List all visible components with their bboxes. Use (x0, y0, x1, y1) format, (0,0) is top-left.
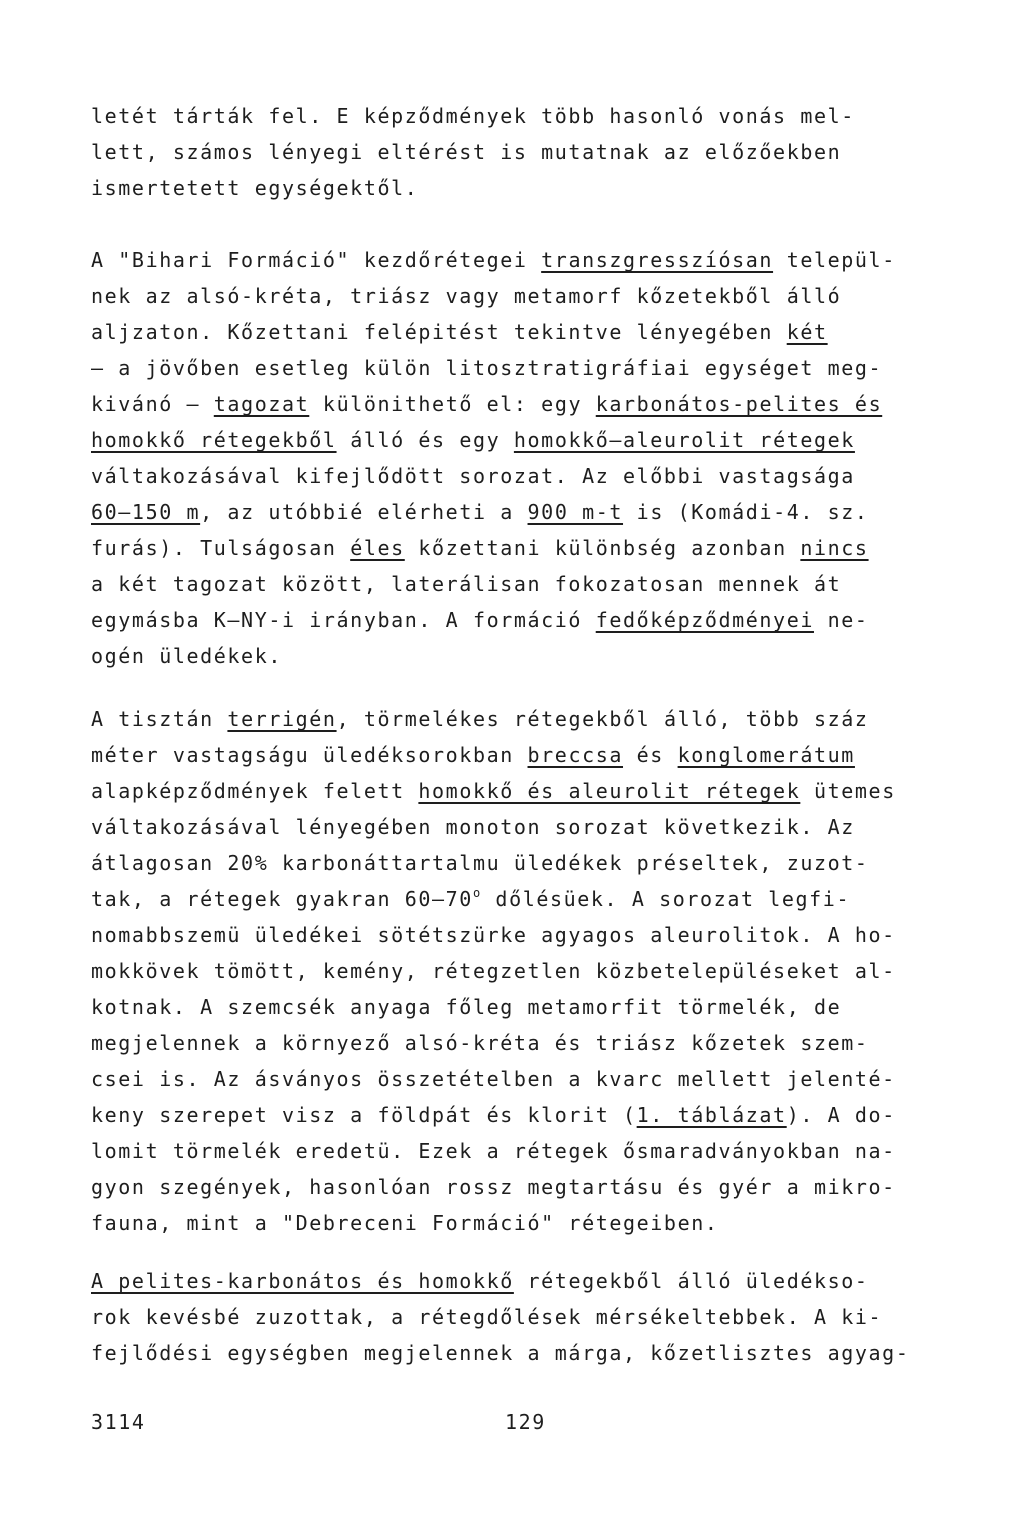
text-line (91, 809, 951, 845)
paragraph-1 (91, 98, 951, 206)
underlined-text: 60—150 m (91, 500, 201, 524)
text-line (91, 602, 951, 638)
text-segment: kivánó — (91, 392, 214, 416)
paragraph-2 (91, 242, 951, 674)
paragraph-3 (91, 701, 951, 1241)
underlined-text: karbonátos-pelites és (595, 392, 883, 416)
underlined-text: breccsa (527, 743, 624, 767)
text-line (91, 350, 951, 386)
text-segment: csei is. Az ásványos összetételben a kvarc mellett jelenté- (91, 1067, 896, 1091)
text-segment: ne- (813, 608, 869, 632)
paragraph-4 (91, 1263, 951, 1371)
text-line (91, 953, 951, 989)
text-segment: lett, számos lényegi eltérést is mutatnak az előzőekben (91, 140, 842, 164)
text-line (91, 638, 951, 674)
text-line (91, 98, 951, 134)
underlined-text: két (786, 320, 828, 344)
underlined-text: konglomerátum (677, 743, 855, 767)
text-line (91, 566, 951, 602)
underlined-text: 900 m-t (527, 500, 624, 524)
text-line (91, 989, 951, 1025)
superscript: o (472, 886, 482, 900)
text-segment: és (623, 743, 678, 767)
underlined-text: homokkő—aleurolit rétegek (513, 428, 855, 452)
text-segment: kőzettani különbség azonban (404, 536, 801, 560)
text-line (91, 458, 951, 494)
text-segment: , törmelékes rétegekből álló, több száz (336, 707, 869, 731)
footer-code: 3114 (91, 1410, 146, 1434)
text-segment: váltakozásával lényegében monoton sorozat következik. Az (91, 815, 855, 839)
text-line (91, 1025, 951, 1061)
text-line (91, 134, 951, 170)
text-segment: is (Komádi-4. sz. (623, 500, 869, 524)
text-segment: ütemes (800, 779, 896, 803)
text-line (91, 494, 951, 530)
text-segment: települ- (773, 248, 896, 272)
page-number: 129 (505, 1410, 546, 1434)
text-line (91, 242, 951, 278)
text-line (91, 737, 951, 773)
text-segment: rok kevésbé zuzottak, a rétegdőlések mérsékeltebbek. A ki- (91, 1305, 883, 1329)
text-segment: A tisztán (91, 707, 228, 731)
text-segment: megjelennek a környező alsó-kréta és triász kőzetek szem- (91, 1031, 869, 1055)
text-segment: A "Bihari Formáció" kezdőrétegei (91, 248, 542, 272)
text-line (91, 1335, 951, 1371)
text-segment: tak, a rétegek gyakran 60—70 (91, 887, 473, 911)
text-line (91, 170, 951, 206)
text-segment: váltakozásával kifejlődött sorozat. Az előbbi vastagsága (91, 464, 855, 488)
text-segment: aljzaton. Kőzettani felépitést tekintve lényegében (91, 320, 787, 344)
text-segment: keny szerepet visz a földpát és klorit ( (91, 1103, 637, 1127)
text-line (91, 386, 951, 422)
underlined-text: nincs (800, 536, 869, 560)
text-line (91, 278, 951, 314)
text-segment: méter vastagságu üledéksorokban (91, 743, 528, 767)
underlined-text: homokkő és aleurolit rétegek (418, 779, 801, 803)
text-segment: ismertetett egységektől. (91, 176, 419, 200)
text-line (91, 1061, 951, 1097)
underlined-text: transzgresszíósan (541, 248, 774, 272)
underlined-text: éles (350, 536, 405, 560)
text-segment: alapképződmények felett (91, 779, 419, 803)
text-segment: gyon szegények, hasonlóan rossz megtartásu és gyér a mikro- (91, 1175, 896, 1199)
text-line (91, 1205, 951, 1241)
underlined-text: A pelites-karbonátos és homokkő (91, 1269, 514, 1293)
text-segment: álló és egy (336, 428, 514, 452)
text-line (91, 314, 951, 350)
underlined-text: tagozat (213, 392, 310, 416)
text-segment: egymásba K—NY-i irányban. A formáció (91, 608, 596, 632)
text-line (91, 917, 951, 953)
text-line (91, 530, 951, 566)
text-line (91, 1299, 951, 1335)
text-segment: lomit törmelék eredetü. Ezek a rétegek ősmaradványokban na- (91, 1139, 896, 1163)
text-segment: fauna, mint a "Debreceni Formáció" rétegeiben. (91, 1211, 719, 1235)
underlined-text: fedőképződményei (595, 608, 814, 632)
text-segment: dőlésüek. A sorozat legfi- (481, 887, 851, 911)
text-segment: ). A do- (786, 1103, 896, 1127)
underlined-text: terrigén (227, 707, 337, 731)
text-segment: átlagosan 20% karbonáttartalmu üledékek préseltek, zuzot- (91, 851, 869, 875)
text-segment: letét tárták fel. E képződmények több hasonló vonás mel- (91, 104, 855, 128)
text-line (91, 701, 951, 737)
text-line (91, 773, 951, 809)
text-line (91, 422, 951, 458)
text-segment: mokkövek tömött, kemény, rétegzetlen közbetelepüléseket al- (91, 959, 896, 983)
underlined-text: 1. táblázat (636, 1103, 787, 1127)
text-line (91, 1169, 951, 1205)
text-segment: ogén üledékek. (91, 644, 282, 668)
text-line (91, 1097, 951, 1133)
text-segment: különithető el: egy (309, 392, 596, 416)
text-segment: , az utóbbié elérheti a (200, 500, 528, 524)
text-line (91, 1263, 951, 1299)
text-segment: rétegekből álló üledékso- (513, 1269, 869, 1293)
text-line (91, 881, 951, 917)
text-segment: furás). Tulságosan (91, 536, 351, 560)
text-segment: — a jövőben esetleg külön litosztratigráfiai egységet meg- (91, 356, 883, 380)
text-line (91, 845, 951, 881)
text-segment: kotnak. A szemcsék anyaga főleg metamorfit törmelék, de (91, 995, 842, 1019)
text-segment: a két tagozat között, laterálisan fokozatosan mennek át (91, 572, 842, 596)
text-segment: fejlődési egységben megjelennek a márga, kőzetlisztes agyag- (91, 1341, 910, 1365)
text-segment: nomabbszemü üledékei sötétszürke agyagos aleurolitok. A ho- (91, 923, 896, 947)
text-line (91, 1133, 951, 1169)
text-segment: nek az alsó-kréta, triász vagy metamorf kőzetekből álló (91, 284, 842, 308)
underlined-text: homokkő rétegekből (91, 428, 337, 452)
